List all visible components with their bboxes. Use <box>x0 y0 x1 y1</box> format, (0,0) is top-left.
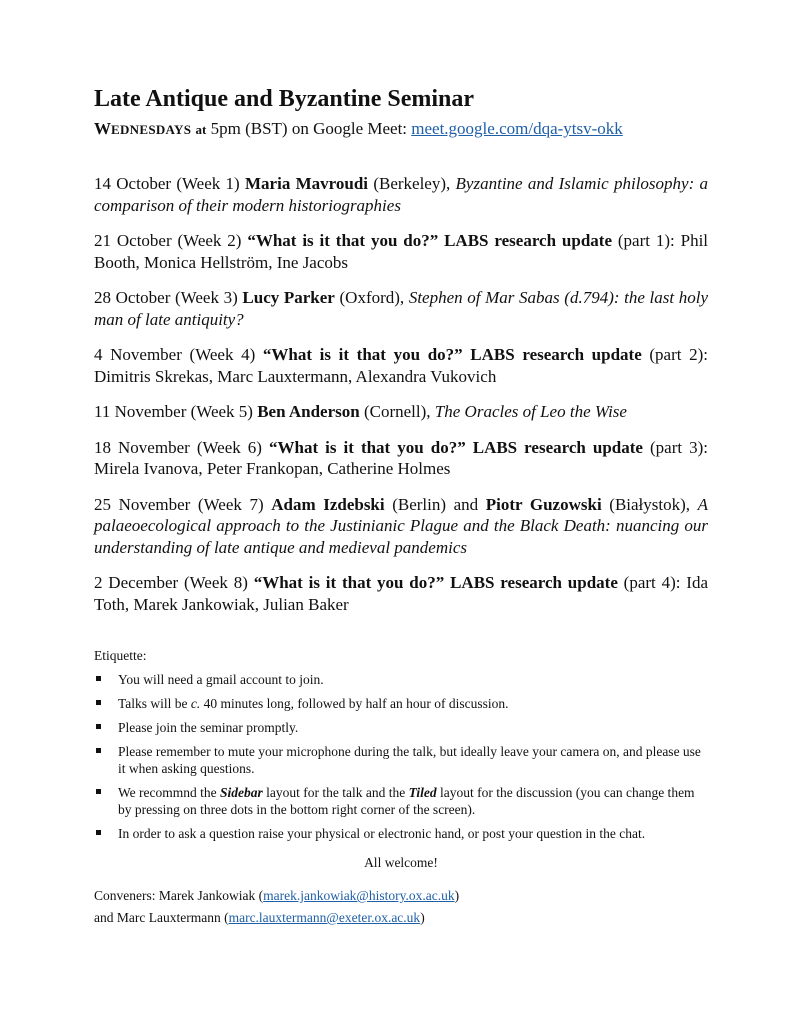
etiquette-item <box>94 743 708 777</box>
conveners-block <box>94 885 708 929</box>
sidebar-layout-label: Sidebar <box>220 785 263 800</box>
convener-suffix: ) <box>420 910 425 925</box>
bullet-icon <box>96 700 101 705</box>
entry-affiliation-2: (Białystok), <box>609 494 691 514</box>
entry-speaker: Maria Mavroudi <box>245 174 369 193</box>
entry-date: 18 November (Week 6) <box>94 437 262 457</box>
entry-date: 25 November (Week 7) <box>94 494 264 514</box>
day-initial: W <box>94 119 111 138</box>
meet-link[interactable]: meet.google.com/dqa-ytsv-okk <box>411 119 623 138</box>
convener-prefix: and Marc Lauxtermann ( <box>94 910 229 925</box>
entry-date: 2 December (Week 8) <box>94 573 248 592</box>
convener-line-2 <box>94 907 708 929</box>
day-at: at <box>195 122 207 137</box>
etiquette-item-text: In order to ask a question raise your physical or electronic hand, or post your question in the chat. <box>118 826 646 841</box>
convener-suffix: ) <box>454 888 460 903</box>
entry-people: Mirela Ivanova, Peter Frankopan, Catherine Holmes <box>94 459 451 478</box>
schedule-entry-week-8 <box>94 572 708 615</box>
seminar-flyer <box>94 84 708 929</box>
entry-speaker: “What is it that you do?” LABS research update <box>253 573 618 592</box>
email-link-lauxtermann[interactable]: marc.lauxtermann@exeter.ox.ac.uk <box>228 910 421 925</box>
etiquette-item-text: 40 minutes long, followed by half an hour of discussion. <box>203 696 509 711</box>
schedule-entry-week-4 <box>94 344 708 387</box>
etiquette-item-text: Please join the seminar promptly. <box>118 720 299 735</box>
schedule-list <box>94 173 708 615</box>
etiquette-item <box>94 719 708 736</box>
etiquette-item <box>94 671 708 688</box>
schedule-entry-week-2 <box>94 230 708 273</box>
entry-part: (part 4): <box>623 573 681 592</box>
entry-part: (part 1): <box>617 231 675 250</box>
meeting-time: 5pm (BST) on Google Meet: <box>210 119 408 138</box>
entry-date: 21 October (Week 2) <box>94 231 242 250</box>
welcome-text: All welcome! <box>364 855 438 870</box>
entry-title: The Oracles of Leo the Wise <box>434 402 627 421</box>
convener-prefix: Conveners: Marek Jankowiak ( <box>94 888 264 903</box>
schedule-entry-week-3 <box>94 287 708 330</box>
schedule-entry-week-6 <box>94 437 708 480</box>
etiquette-item <box>94 784 708 818</box>
entry-people: Ida Toth, Marek Jankowiak, Julian Baker <box>94 573 708 614</box>
bullet-icon <box>96 830 101 835</box>
entry-speaker: “What is it that you do?” LABS research update <box>262 345 642 364</box>
entry-speaker: Adam Izdebski <box>271 494 385 514</box>
meeting-info <box>94 118 708 141</box>
entry-speaker: “What is it that you do?” LABS research update <box>247 231 612 250</box>
etiquette-item <box>94 825 708 842</box>
entry-speaker: Ben Anderson <box>257 402 360 421</box>
entry-people: Dimitris Skrekas, Marc Lauxtermann, Alexandra Vukovich <box>94 366 497 386</box>
etiquette-item-text: You will need a gmail account to join. <box>118 672 324 687</box>
entry-date: 4 November (Week 4) <box>94 345 256 364</box>
entry-part: (part 2): <box>649 345 708 364</box>
etiquette-heading: Etiquette: <box>94 648 147 663</box>
entry-part: (part 3): <box>650 437 709 457</box>
page-title: Late Antique and Byzantine Seminar <box>94 86 475 112</box>
entry-people: Phil Booth, Monica Hellström, Ine Jacobs <box>94 231 709 272</box>
etiquette-item-text: layout for the talk and the <box>266 785 406 800</box>
etiquette-item-text: We recommnd the <box>118 785 217 800</box>
etiquette-item-text: Talks will be <box>118 696 188 711</box>
bullet-icon <box>96 676 101 681</box>
entry-affiliation: (Berlin) <box>392 494 447 514</box>
entry-date: 11 November (Week 5) <box>94 402 253 421</box>
tiled-layout-label: Tiled <box>408 785 437 800</box>
schedule-entry-week-1 <box>94 173 708 216</box>
entry-date: 14 October (Week 1) <box>94 174 240 193</box>
etiquette-item-circa: c. <box>190 696 201 711</box>
entry-title: Stephen of Mar Sabas (d.794): the last holy man of late antiquity? <box>94 288 709 329</box>
etiquette-item-text: layout for the discussion (you can change them by pressing on three dots in the bottom right corner of the screen). <box>118 785 695 817</box>
entry-title: A palaeoecological approach to the Justinianic Plague and the Black Death: nuancing our understanding of late antique and medieval pandemics <box>94 494 709 557</box>
etiquette-item <box>94 695 708 712</box>
day-rest: EDNESDAYS <box>111 122 192 137</box>
email-link-jankowiak[interactable]: marek.jankowiak@history.ox.ac.uk <box>263 888 455 903</box>
bullet-icon <box>96 789 101 794</box>
entry-affiliation: (Oxford), <box>339 288 405 307</box>
bullet-icon <box>96 748 101 753</box>
etiquette-item-text: Please remember to mute your microphone during the talk, but ideally leave your camera on, and please use it when asking questions. <box>118 744 701 776</box>
schedule-entry-week-7 <box>94 494 708 559</box>
entry-affiliation: (Cornell), <box>363 402 431 421</box>
entry-and: and <box>453 494 479 514</box>
etiquette-list <box>94 671 708 842</box>
bullet-icon <box>96 724 101 729</box>
entry-speaker: Lucy Parker <box>242 288 335 307</box>
entry-date: 28 October (Week 3) <box>94 288 238 307</box>
etiquette-section <box>94 647 708 871</box>
convener-line-1 <box>94 885 708 907</box>
entry-speaker-2: Piotr Guzowski <box>485 494 602 514</box>
entry-title: Byzantine and Islamic philosophy: a comparison of their modern historiographies <box>94 174 709 215</box>
entry-speaker: “What is it that you do?” LABS research update <box>269 437 643 457</box>
schedule-entry-week-5 <box>94 401 708 423</box>
entry-affiliation: (Berkeley), <box>373 174 451 193</box>
